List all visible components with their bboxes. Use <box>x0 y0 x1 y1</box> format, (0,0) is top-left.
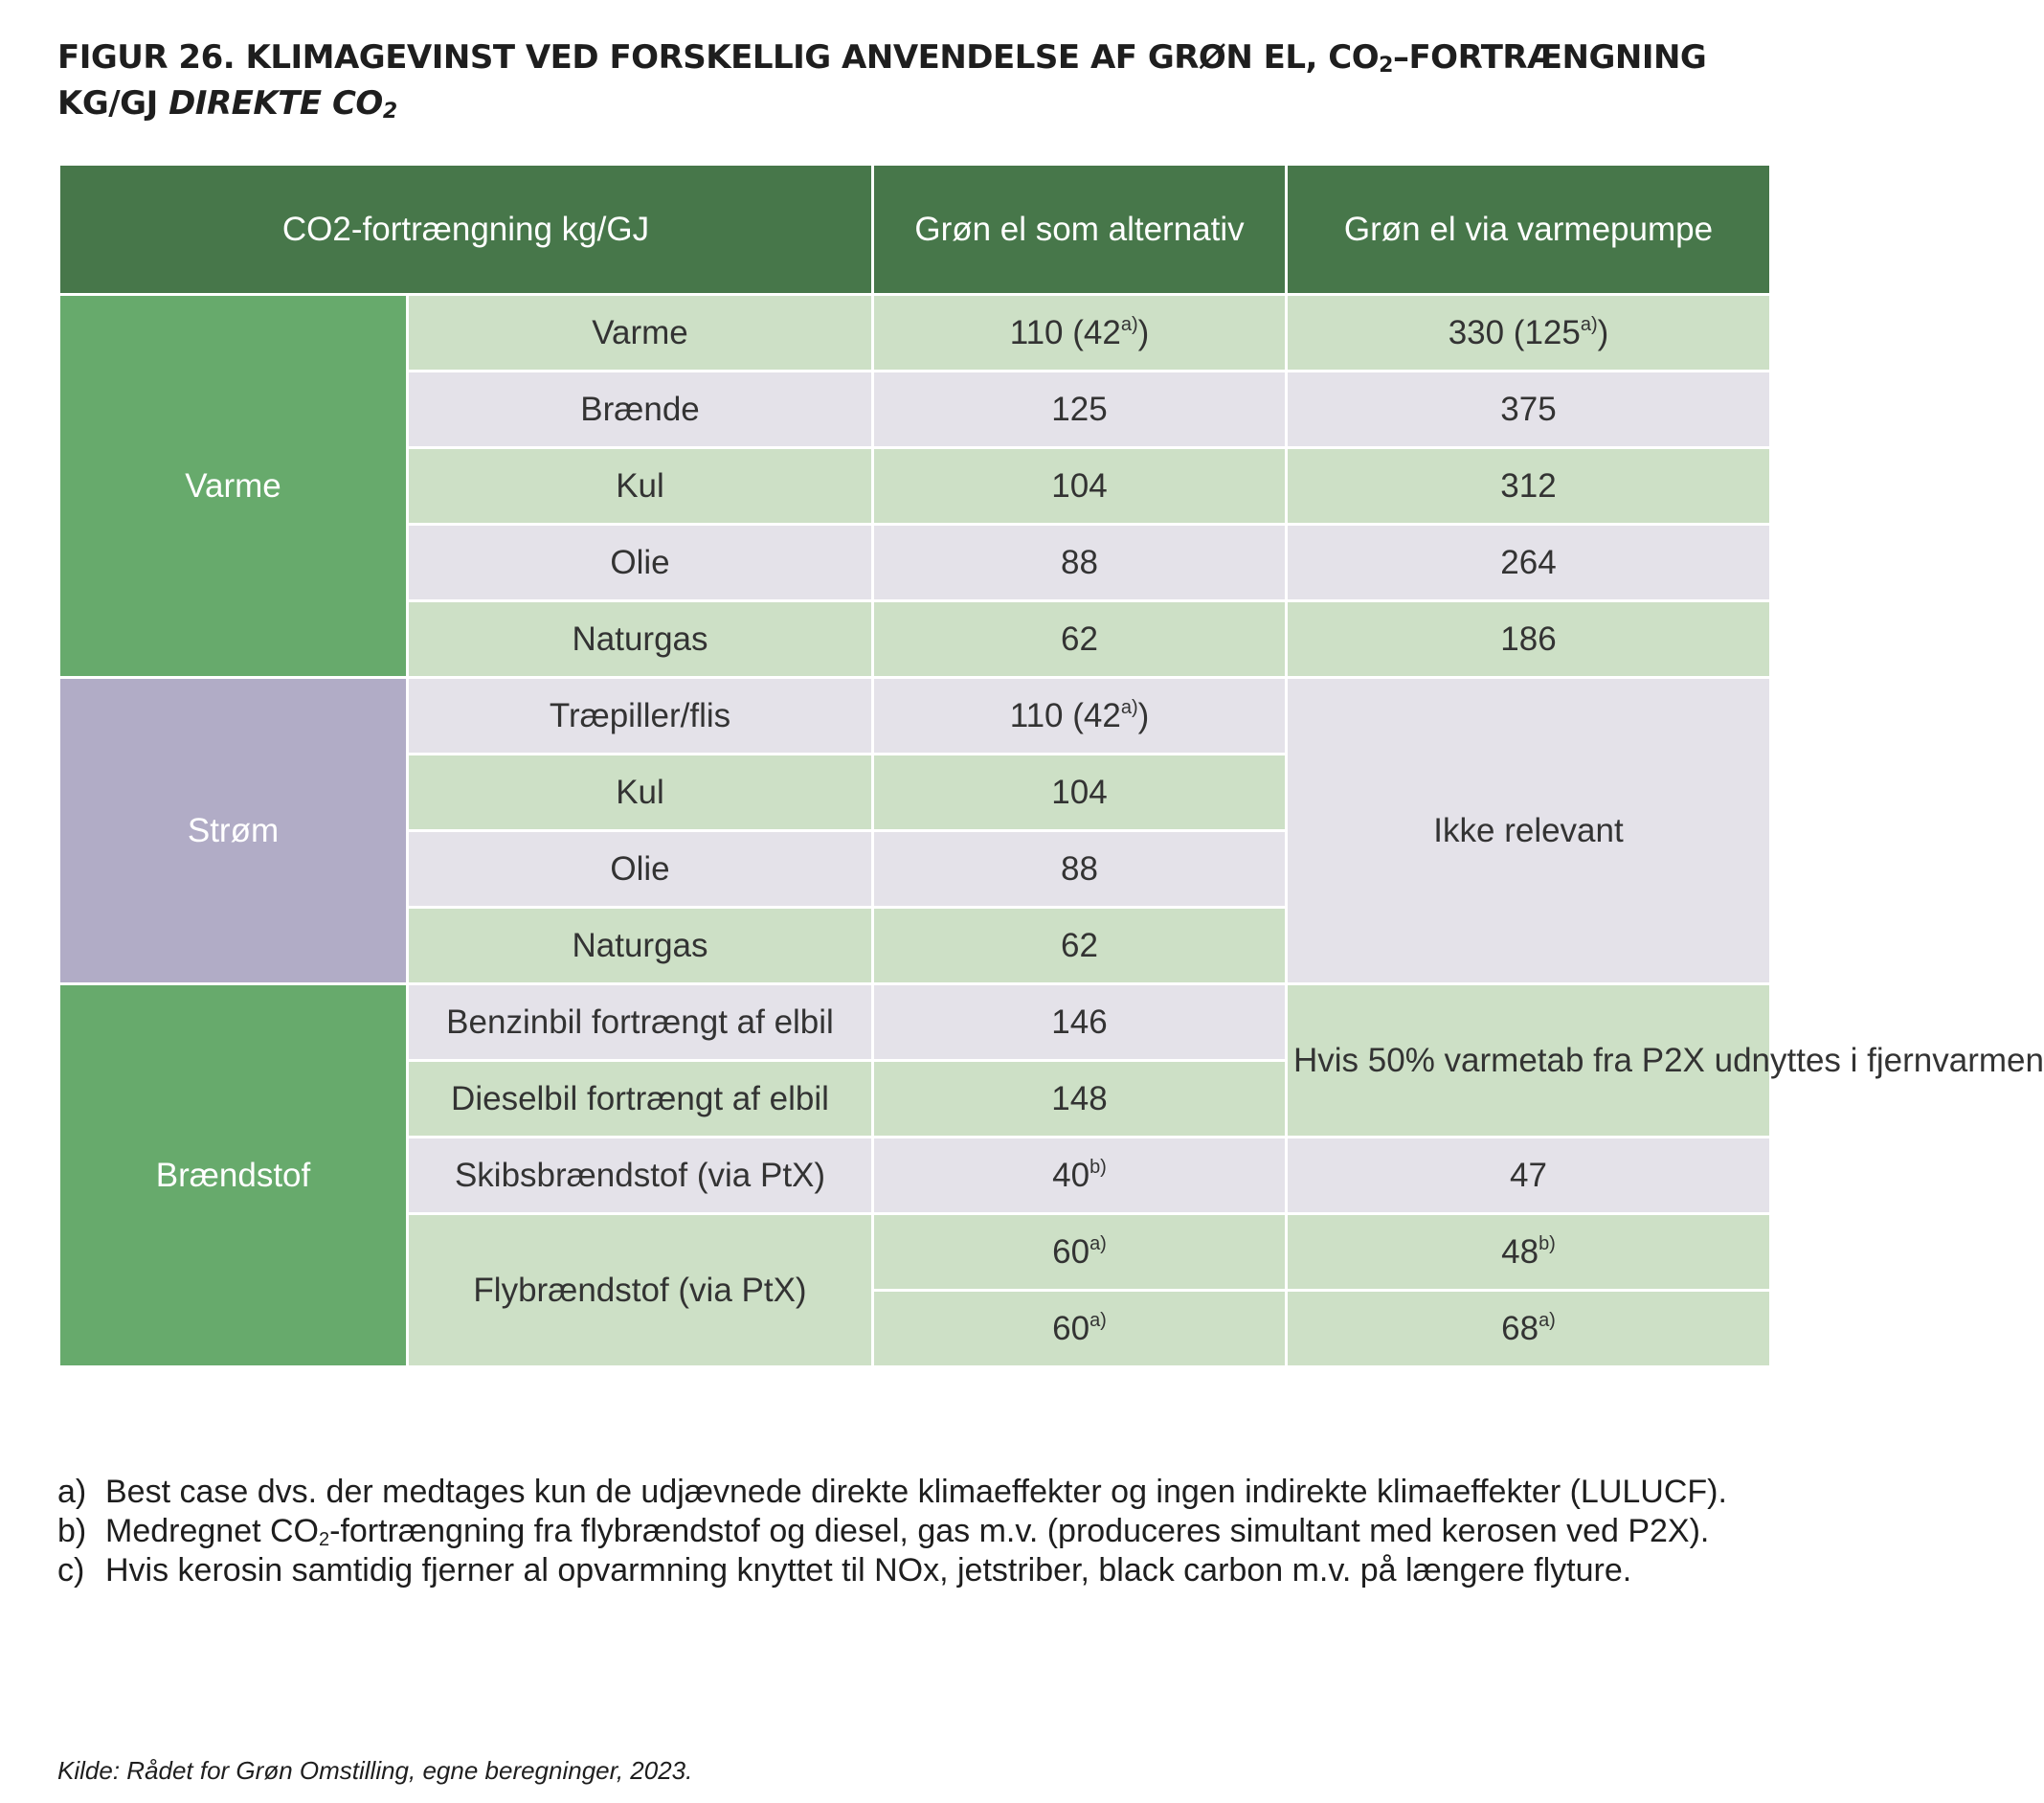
row-label: Benzinbil fortrængt af elbil <box>408 984 873 1061</box>
value-varmepumpe: 330 (125$^{a)}$) <box>1287 295 1771 372</box>
value-varmepumpe: 312 <box>1287 448 1771 525</box>
footnotes <box>57 1473 1771 1590</box>
row-label: Naturgas <box>408 601 873 678</box>
row-label: Varme <box>408 295 873 372</box>
value-varmepumpe: 48$^{b)}$ <box>1287 1214 1771 1291</box>
title-line-1: FIGUR 26. KLIMAGEVINST VED FORSKELLIG ANVENDELSE AF GRØN EL, $CO_2$–FORTRÆNGNING <box>57 38 1707 78</box>
group-varme: Varme <box>59 295 408 678</box>
header-alternativ: Grøn el som alternativ <box>873 165 1287 295</box>
value-alternativ: 60$^{a)}$ <box>873 1214 1287 1291</box>
value-alternativ: 104 <box>873 755 1287 831</box>
value-alternativ: 62 <box>873 601 1287 678</box>
row-label: Olie <box>408 525 873 601</box>
value-alternativ: 104 <box>873 448 1287 525</box>
group-strom: Strøm <box>59 678 408 984</box>
row-label: Brænde <box>408 372 873 448</box>
value-alternativ: 148 <box>873 1061 1287 1138</box>
header-varmepumpe: Grøn el via varmepumpe <box>1287 165 1771 295</box>
row-label: Træpiller/flis <box>408 678 873 755</box>
value-varmepumpe: 375 <box>1287 372 1771 448</box>
row-label: Kul <box>408 755 873 831</box>
row-label: Flybrændstof (via PtX) <box>408 1214 873 1367</box>
title-line-2: KG/GJ DIREKTE $CO_2$ <box>57 84 397 124</box>
value-varmepumpe-elbil: Hvis 50% varmetab fra P2X udnyttes i fjernvarmen <box>1287 984 1771 1138</box>
co2-table <box>57 163 2044 1368</box>
table-row <box>59 984 1771 1061</box>
row-label: Skibsbrændstof (via PtX) <box>408 1138 873 1214</box>
footnote-a: a) Best case dvs. der medtages kun de udjævnede direkte klimaeffekter og ingen indirekte klimaeffekter (LULUCF). <box>57 1474 1727 1510</box>
header-co2: CO2-fortrængning kg/GJ <box>59 165 873 295</box>
table-row <box>59 295 1771 372</box>
value-alternativ: 62 <box>873 908 1287 984</box>
value-alternativ: 110 (42$^{a)}$) <box>873 295 1287 372</box>
source-credit: Kilde: Rådet for Grøn Omstilling, egne beregninger, 2023. <box>57 1756 693 1785</box>
table-row <box>59 678 1771 755</box>
value-alternativ: 110 (42$^{a)}$) <box>873 678 1287 755</box>
figure-title <box>57 34 1781 126</box>
value-alternativ: 146 <box>873 984 1287 1061</box>
value-varmepumpe: 264 <box>1287 525 1771 601</box>
row-label: Kul <box>408 448 873 525</box>
value-varmepumpe: 47 <box>1287 1138 1771 1214</box>
value-varmepumpe: 186 <box>1287 601 1771 678</box>
row-label: Olie <box>408 831 873 908</box>
value-varmepumpe-strom: Ikke relevant <box>1287 678 1771 984</box>
table-header-row <box>59 165 1771 295</box>
value-alternativ: 125 <box>873 372 1287 448</box>
value-alternativ: 88 <box>873 831 1287 908</box>
row-label: Naturgas <box>408 908 873 984</box>
value-alternativ: 40$^{b)}$ <box>873 1138 1287 1214</box>
footnote-c: c) Hvis kerosin samtidig fjerner al opvarmning knyttet til NOx, jetstriber, black carbon m.v. på længere flyture. <box>57 1552 1632 1589</box>
row-label: Dieselbil fortrængt af elbil <box>408 1061 873 1138</box>
group-braendstof: Brændstof <box>59 984 408 1367</box>
value-alternativ: 88 <box>873 525 1287 601</box>
value-alternativ: 60$^{a)}$ <box>873 1291 1287 1367</box>
footnote-b: b) Medregnet $CO_2$-fortrængning fra flybrændstof og diesel, gas m.v. (produceres simultant med kerosen ved P2X). <box>57 1513 1710 1550</box>
value-varmepumpe: 68$^{a)}$ <box>1287 1291 1771 1367</box>
